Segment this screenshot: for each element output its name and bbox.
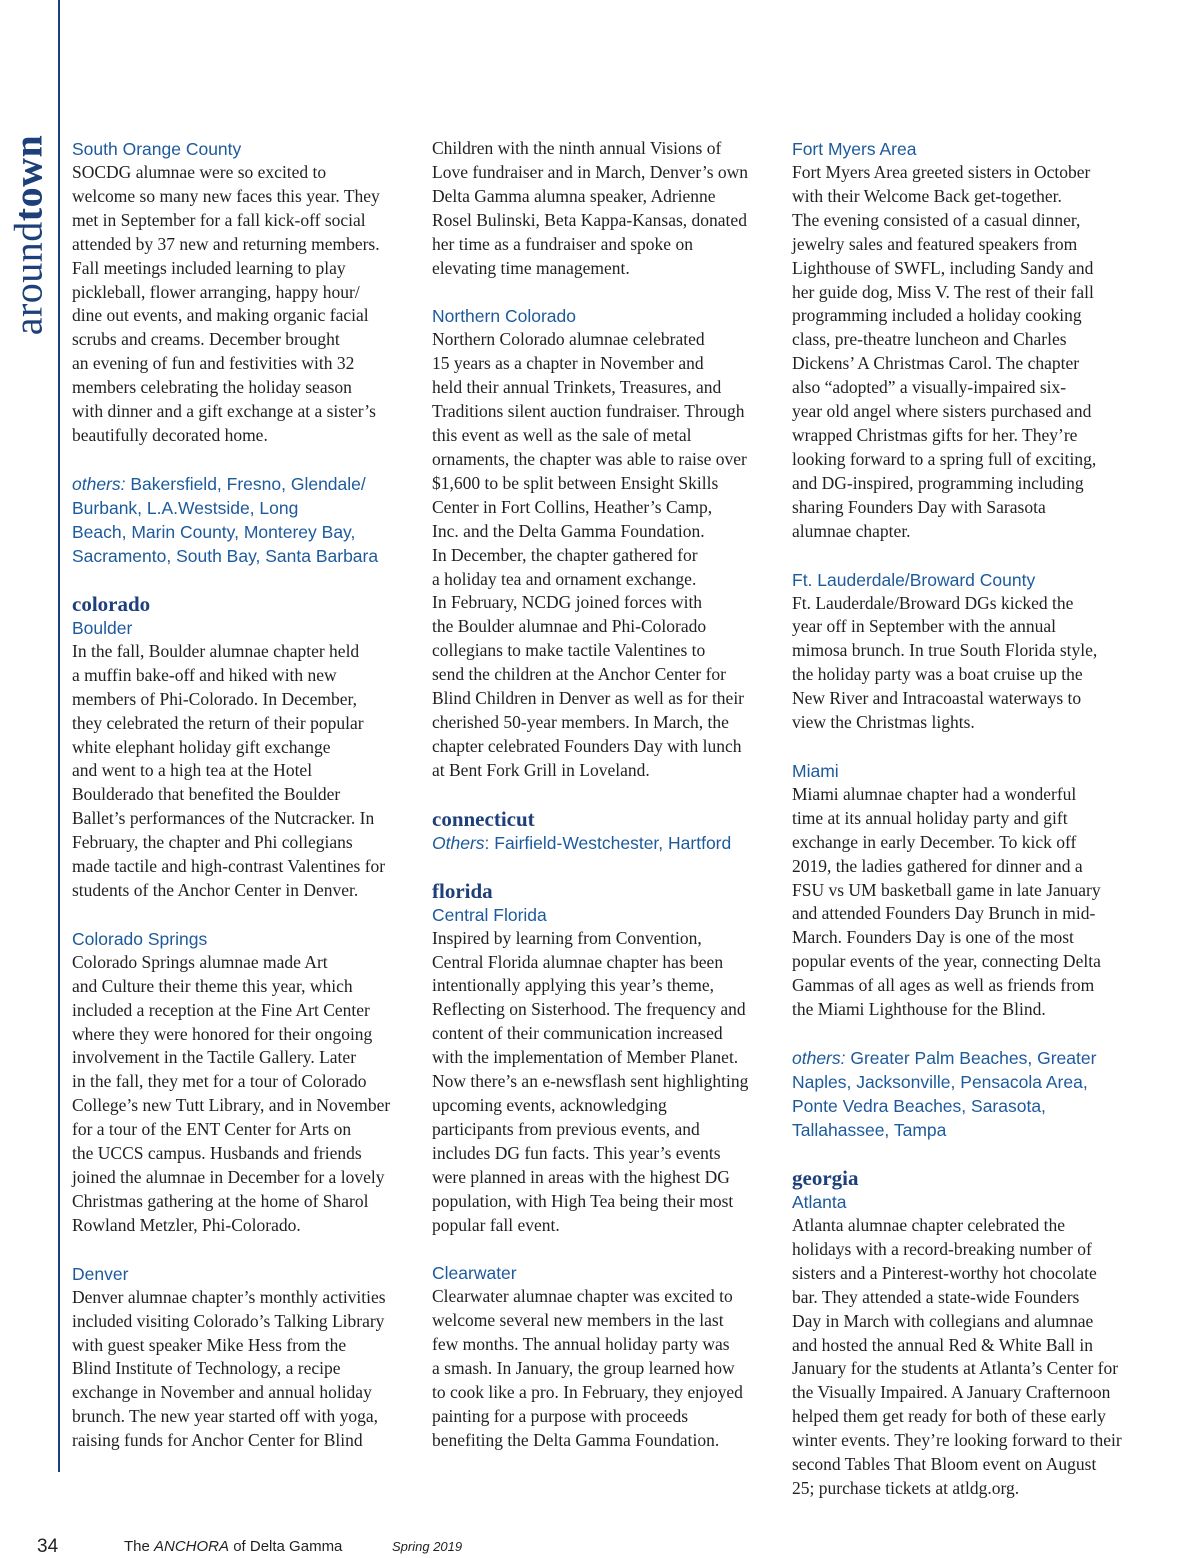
chapter-heading-boulder: Boulder xyxy=(72,617,133,638)
others-label: others: xyxy=(72,473,126,494)
text-line: Blind Children in Denver as well as for their xyxy=(432,688,745,709)
magazine-name: ANCHORA xyxy=(154,1538,230,1555)
chapter-text-boulder xyxy=(72,640,432,903)
text-line: and went to a high tea at the Hotel xyxy=(72,760,313,781)
chapter-heading-central-florida: Central Florida xyxy=(432,904,547,925)
text-line: population, with High Tea being their most xyxy=(432,1190,734,1211)
chapter-text-central-florida xyxy=(432,927,792,1238)
text-line: the UCCS campus. Husbands and friends xyxy=(72,1143,362,1164)
state-heading-florida: florida xyxy=(432,878,493,903)
text-line: Traditions silent auction fundraiser. Through xyxy=(432,401,745,422)
state-heading-colorado: colorado xyxy=(72,591,151,616)
state-heading-georgia: georgia xyxy=(792,1166,859,1190)
text-line: Rowland Metzler, Phi-Colorado. xyxy=(72,1214,301,1235)
text-line: mimosa brunch. In true South Florida style, xyxy=(792,640,1098,661)
magazine-title: The ANCHORA of Delta Gamma xyxy=(124,1538,343,1555)
text-line: painting for a purpose with proceeds xyxy=(432,1405,689,1426)
text-line: winter events. They’re looking forward to their xyxy=(792,1430,1122,1451)
text-line: exchange in November and annual holiday xyxy=(72,1382,372,1403)
text-line: programming included a holiday cooking xyxy=(792,305,1082,326)
text-line: In December, the chapter gathered for xyxy=(432,544,698,565)
california-others: others: Bakersfield, Fresno, Glendale/ Burbank, L.A.Westside, Long Beach, Marin County, Monterey Bay, Sacramento, South Bay, Santa Barbara xyxy=(72,473,379,566)
text-line: white elephant holiday gift exchange xyxy=(72,736,331,757)
text-line: at Bent Fork Grill in Loveland. xyxy=(432,759,650,780)
text-line: also “adopted” a visually-impaired six- xyxy=(792,377,1067,398)
text-line: involvement in the Tactile Gallery. Later xyxy=(72,1047,357,1068)
others-label: Others xyxy=(432,832,485,853)
text-line: Rosel Bulinski, Beta Kappa-Kansas, donated xyxy=(432,209,747,230)
text-line: content of their communication increased xyxy=(432,1023,723,1044)
chapter-heading-colorado-springs: Colorado Springs xyxy=(72,928,208,949)
section-title xyxy=(5,134,50,336)
text-line: Now there’s an e-newsflash sent highlighting xyxy=(432,1071,749,1092)
text-line: SOCDG alumnae were so excited to xyxy=(72,162,327,182)
text-line: pickleball, flower arranging, happy hour/ xyxy=(72,281,360,302)
text-line: Love fundraiser and in March, Denver’s own xyxy=(432,161,749,182)
chapter-heading-miami: Miami xyxy=(792,760,839,781)
margin-rule xyxy=(58,0,60,1472)
text-line: Day in March with collegians and alumnae xyxy=(792,1310,1094,1331)
text-line: upcoming events, acknowledging xyxy=(432,1095,667,1115)
chapter-text-south-orange-county xyxy=(72,161,432,448)
text-line: looking forward to a spring full of exciting, xyxy=(792,448,1097,469)
text-line: includes DG fun facts. This year’s events xyxy=(432,1142,721,1163)
text-line: with dinner and a gift exchange at a sister’s xyxy=(72,401,376,422)
text-line: Inc. and the Delta Gamma Foundation. xyxy=(432,520,705,541)
text-line: Colorado Springs alumnae made Art xyxy=(72,951,328,972)
chapter-text-denver xyxy=(72,1286,432,1453)
text-line: Ballet’s performances of the Nutcracker. In xyxy=(72,808,375,829)
text-line: Center in Fort Collins, Heather’s Camp, xyxy=(432,496,713,517)
chapter-text-atlanta xyxy=(792,1214,1137,1501)
text-line: held their annual Trinkets, Treasures, and xyxy=(432,377,722,398)
chapter-text-ft-lauderdale xyxy=(792,592,1137,735)
text-line: a holiday tea and ornament exchange. xyxy=(432,568,697,589)
text-line: the Miami Lighthouse for the Blind. xyxy=(792,999,1046,1020)
others-list-first: Greater Palm Beaches, Greater xyxy=(845,1048,1097,1068)
text-line: this event as well as the sale of metal xyxy=(432,425,692,446)
text-line: Atlanta alumnae chapter celebrated the xyxy=(792,1215,1066,1235)
text-line: attended by 37 new and returning members. xyxy=(72,233,380,254)
text-line: made tactile and high-contrast Valentines for xyxy=(72,856,386,877)
text-line: Central Florida alumnae chapter has been xyxy=(432,951,724,972)
text-line: they celebrated the return of their popular xyxy=(72,712,364,733)
text-line: where they were honored for their ongoing xyxy=(72,1023,373,1044)
chapter-text-colorado-springs xyxy=(72,951,432,1238)
others-list-first: Bakersfield, Fresno, Glendale/ xyxy=(125,473,366,494)
chapter-text-miami xyxy=(792,783,1137,1022)
text-line: 2019, the ladies gathered for dinner and a xyxy=(792,855,1083,876)
text-line: the Visually Impaired. A January Crafternoon xyxy=(792,1382,1111,1403)
text-line: bar. They attended a state-wide Founders xyxy=(792,1286,1080,1307)
text-line: an evening of fun and festivities with 32 xyxy=(72,353,355,374)
text-line: collegians to make tactile Valentines to xyxy=(432,640,706,661)
chapter-text-fort-myers xyxy=(792,161,1137,544)
chapter-heading-south-orange-county: South Orange County xyxy=(72,139,242,159)
text-line: her guide dog, Miss V. The rest of their fall xyxy=(792,281,1094,302)
text-line: few months. The annual holiday party was xyxy=(432,1334,730,1355)
text-line: Ft. Lauderdale/Broward DGs kicked the xyxy=(792,592,1074,613)
text-line: raising funds for Anchor Center for Blind xyxy=(72,1430,363,1451)
text-line: participants from previous events, and xyxy=(432,1118,700,1139)
text-line: Boulderado that benefited the Boulder xyxy=(72,784,341,805)
text-line: students of the Anchor Center in Denver. xyxy=(72,879,359,900)
text-line: $1,600 to be split between Ensight Skills xyxy=(432,472,719,493)
text-line: intentionally applying this year’s theme, xyxy=(432,975,715,996)
chapter-heading-clearwater: Clearwater xyxy=(432,1263,517,1284)
text-line: members of Phi-Colorado. In December, xyxy=(72,688,358,709)
text-line: Gammas of all ages as well as friends from xyxy=(792,975,1095,996)
text-line: Reflecting on Sisterhood. The frequency and xyxy=(432,999,746,1020)
text-line: sharing Founders Day with Sarasota xyxy=(792,496,1046,517)
text-line: alumnae chapter. xyxy=(792,520,911,541)
text-line: and Culture their theme this year, which xyxy=(72,975,353,996)
text-line: second Tables That Bloom event on August xyxy=(792,1454,1097,1475)
text-line: scrubs and creams. December brought xyxy=(72,329,340,350)
text-line: helped them get ready for both of these early xyxy=(792,1406,1106,1427)
text-line: elevating time management. xyxy=(432,257,630,278)
text-line: chapter celebrated Founders Day with lunch xyxy=(432,735,742,756)
text-line: the Boulder alumnae and Phi-Colorado xyxy=(432,616,707,637)
text-line: class, pre-theatre luncheon and Charles xyxy=(792,329,1067,350)
text-line: for a tour of the ENT Center for Arts on xyxy=(72,1119,352,1140)
text-line: members celebrating the holiday season xyxy=(72,377,352,398)
text-line: holidays with a record-breaking number of xyxy=(792,1238,1092,1259)
text-line: welcome several new members in the last xyxy=(432,1310,724,1331)
text-line: welcome so many new faces this year. They xyxy=(72,185,380,206)
text-line: with their Welcome Back get-together. xyxy=(792,185,1062,206)
chapter-heading-ft-lauderdale: Ft. Lauderdale/Broward County xyxy=(792,569,1036,590)
page-number: 34 xyxy=(37,1536,59,1557)
text-line: year off in September with the annual xyxy=(792,616,1057,637)
text-line: year old angel where sisters purchased and xyxy=(792,401,1092,422)
text-line: met in September for a fall kick-off social xyxy=(72,209,366,230)
text-line: Delta Gamma alumna speaker, Adrienne xyxy=(432,185,716,206)
section-title-bold: town xyxy=(5,134,50,222)
text-line: popular fall event. xyxy=(432,1214,560,1235)
text-line: the holiday party was a boat cruise up the xyxy=(792,664,1083,685)
text-line: Denver alumnae chapter’s monthly activities xyxy=(72,1286,386,1307)
column-3 xyxy=(792,137,1137,1501)
text-line: dine out events, and making organic facial xyxy=(72,305,369,326)
text-line: and hosted the annual Red & White Ball in xyxy=(792,1334,1094,1355)
column-1 xyxy=(72,137,432,1453)
text-line: Lighthouse of SWFL, including Sandy and xyxy=(792,257,1094,278)
chapter-text-northern-colorado xyxy=(432,328,792,782)
text-line: were planned in areas with the highest DG xyxy=(432,1166,730,1187)
state-heading-connecticut: connecticut xyxy=(432,806,535,831)
text-line: Fort Myers Area greeted sisters in October xyxy=(792,162,1091,182)
text-line: 15 years as a chapter in November and xyxy=(432,353,704,374)
text-line: FSU vs UM basketball game in late January xyxy=(792,879,1101,900)
text-line: Inspired by learning from Convention, xyxy=(432,927,702,948)
text-line: wrapped Christmas gifts for her. They’re xyxy=(792,424,1078,445)
text-line: with guest speaker Mike Hess from the xyxy=(72,1334,347,1355)
text-line: Christmas gathering at the home of Sharol xyxy=(72,1190,369,1211)
text-line: cherished 50-year members. In March, the xyxy=(432,711,729,732)
text-line: College’s new Tutt Library, and in November xyxy=(72,1095,391,1116)
text-line: Clearwater alumnae chapter was excited to xyxy=(432,1286,733,1307)
text-line: a muffin bake-off and hiked with new xyxy=(72,664,337,685)
others-label: others: xyxy=(792,1048,846,1068)
text-line: joined the alumnae in December for a lovely xyxy=(72,1167,385,1187)
issue-date: Spring 2019 xyxy=(392,1539,463,1554)
chapter-heading-atlanta: Atlanta xyxy=(792,1192,847,1212)
text-line: March. Founders Day is one of the most xyxy=(792,927,1074,948)
text-line: a smash. In January, the group learned how xyxy=(432,1358,735,1379)
text-line: Fall meetings included learning to play xyxy=(72,257,346,278)
text-line: to cook like a pro. In February, they enjoyed xyxy=(432,1382,743,1403)
chapter-text-clearwater xyxy=(432,1285,792,1452)
text-line: brunch. The new year started off with yoga, xyxy=(72,1406,378,1427)
text-line: February, the chapter and Phi collegians xyxy=(72,832,353,853)
text-line: January for the students at Atlanta’s Center for xyxy=(792,1358,1119,1379)
text-line: ornaments, the chapter was able to raise over xyxy=(432,448,747,469)
text-line: exchange in early December. To kick off xyxy=(792,831,1077,852)
text-line: Children with the ninth annual Visions of xyxy=(432,138,722,158)
text-line: In February, NCDG joined forces with xyxy=(432,592,703,613)
text-line: send the children at the Anchor Center for xyxy=(432,664,726,685)
chapter-heading-northern-colorado: Northern Colorado xyxy=(432,306,576,327)
section-title-light: around xyxy=(5,221,50,336)
text-line: benefiting the Delta Gamma Foundation. xyxy=(432,1429,720,1450)
florida-others: others: Greater Palm Beaches, Greater Naples, Jacksonville, Pensacola Area, Ponte Vedra Beaches, Sarasota, Tallahassee, Tampa xyxy=(792,1048,1097,1140)
text-line: Miami alumnae chapter had a wonderful xyxy=(792,783,1077,804)
text-line: 25; purchase tickets at atldg.org. xyxy=(792,1477,1020,1498)
text-line: included visiting Colorado’s Talking Library xyxy=(72,1310,385,1331)
text-line: New River and Intracoastal waterways to xyxy=(792,688,1082,709)
text-line: sisters and a Pinterest-worthy hot chocolate xyxy=(792,1262,1097,1283)
text-line: and DG-inspired, programming including xyxy=(792,472,1084,493)
chapter-text-denver-continued xyxy=(432,137,792,280)
others-list: : Fairfield-Westchester, Hartford xyxy=(484,832,732,853)
text-line: included a reception at the Fine Art Center xyxy=(72,999,370,1020)
text-line: with the implementation of Member Planet. xyxy=(432,1047,739,1068)
text-line: beautifully decorated home. xyxy=(72,424,268,445)
text-line: Northern Colorado alumnae celebrated xyxy=(432,329,705,350)
column-2 xyxy=(432,137,792,1453)
text-line: her time as a fundraiser and spoke on xyxy=(432,233,693,254)
text-line: time at its annual holiday party and gift xyxy=(792,807,1068,828)
text-line: view the Christmas lights. xyxy=(792,712,975,733)
text-line: and attended Founders Day Brunch in mid- xyxy=(792,903,1096,924)
connecticut-others xyxy=(432,831,792,855)
text-line: In the fall, Boulder alumnae chapter held xyxy=(72,640,360,661)
chapter-heading-denver: Denver xyxy=(72,1263,129,1284)
text-line: jewelry sales and featured speakers from xyxy=(792,233,1078,254)
text-line: popular events of the year, connecting Delta xyxy=(792,951,1101,972)
chapter-heading-fort-myers: Fort Myers Area xyxy=(792,139,917,159)
text-line: Dickens’ A Christmas Carol. The chapter xyxy=(792,353,1080,374)
text-line: The evening consisted of a casual dinner, xyxy=(792,209,1081,230)
text-line: Blind Institute of Technology, a recipe xyxy=(72,1358,341,1379)
text-line: in the fall, they met for a tour of Colorado xyxy=(72,1071,367,1092)
